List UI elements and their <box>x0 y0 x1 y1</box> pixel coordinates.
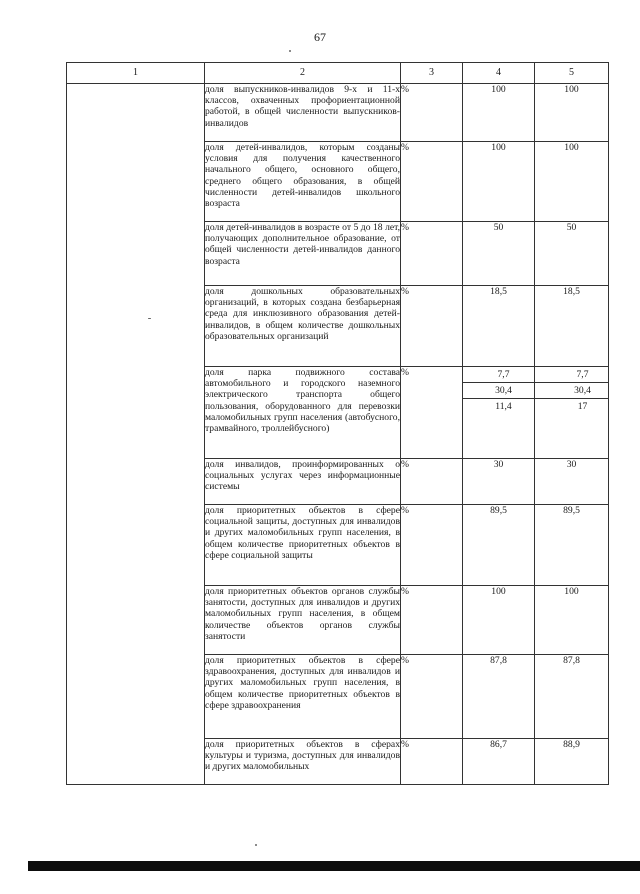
indicator-description: доля инвалидов, проинформированных о социальных услугах через информационные системы <box>205 459 401 505</box>
scan-speck <box>255 844 257 846</box>
indicator-description: доля детей-инвалидов в возрасте от 5 до 18 лет, получающих дополнительное образование, от общей численности детей-инвалидов данного возраста <box>205 222 401 286</box>
indicator-value-col4: 100 <box>463 586 535 655</box>
indicator-value-col5: 87,8 <box>535 655 609 739</box>
indicator-description: доля приоритетных объектов в сфере социальной защиты, доступных для инвалидов и других маломобильных групп населения, в общем количестве приоритетных объектов в сфере социальной защиты <box>205 505 401 586</box>
indicator-unit: % <box>401 739 463 785</box>
indicators-table <box>66 62 609 785</box>
indicator-description: доля парка подвижного состава автомобильного и городского наземного электрического транспорта общего пользования, оборудованного для перевозки маломобильных групп населения (автобусного, трамвайного, троллейбусного) <box>205 367 401 459</box>
indicator-value-col5: 88,9 <box>535 739 609 785</box>
indicator-value-col5: 50 <box>535 222 609 286</box>
indicator-values-col5 <box>535 367 609 459</box>
indicator-unit: % <box>401 142 463 222</box>
indicator-unit: % <box>401 505 463 586</box>
column-header: 1 <box>67 63 205 84</box>
indicator-value-col4: 89,5 <box>463 505 535 586</box>
indicator-value-col4: 11,4 <box>495 401 512 412</box>
column-header: 2 <box>205 63 401 84</box>
table-header-row <box>67 63 609 84</box>
indicator-description: доля дошкольных образовательных организаций, в которых создана безбарьерная среда для инклюзивного образования детей-инвалидов, в общем количестве дошкольных образовательных организаций <box>205 286 401 367</box>
indicator-unit: % <box>401 586 463 655</box>
indicator-values-col4 <box>463 367 535 459</box>
scan-edge-bar <box>28 861 640 871</box>
indicator-value-col5: 30,4 <box>535 383 608 399</box>
column-header: 4 <box>463 63 535 84</box>
indicator-value-col4: 100 <box>463 84 535 142</box>
section-column-cell <box>67 84 205 785</box>
indicator-value-col4: 86,7 <box>463 739 535 785</box>
column-header: 5 <box>535 63 609 84</box>
indicator-unit: % <box>401 222 463 286</box>
scan-speck <box>289 50 291 52</box>
indicator-unit: % <box>401 367 463 459</box>
indicator-value-col4: 50 <box>463 222 535 286</box>
table-row <box>67 84 609 142</box>
indicator-unit: % <box>401 84 463 142</box>
indicator-value-col5: 89,5 <box>535 505 609 586</box>
column-header: 3 <box>401 63 463 84</box>
indicator-unit: % <box>401 459 463 505</box>
page-number: 67 <box>314 30 326 44</box>
indicator-value-col4: 18,5 <box>463 286 535 367</box>
indicator-value-col5: 18,5 <box>535 286 609 367</box>
indicator-unit: % <box>401 286 463 367</box>
indicator-value-col5: 7,7 <box>535 367 608 383</box>
indicator-description: доля приоритетных объектов в сферах культуры и туризма, доступных для инвалидов и других маломобильных <box>205 739 401 785</box>
indicator-value-col5: 100 <box>535 142 609 222</box>
indicator-unit: % <box>401 655 463 739</box>
indicator-description: доля детей-инвалидов, которым созданы условия для получения качественного начального общего, основного общего, среднего общего образования, в общей численности детей-инвалидов школьного возраста <box>205 142 401 222</box>
indicator-value-col4: 87,8 <box>463 655 535 739</box>
indicator-value-col4: 30,4 <box>463 383 534 399</box>
indicator-value-col5: 30 <box>535 459 609 505</box>
indicator-description: доля приоритетных объектов в сфере здравоохранения, доступных для инвалидов и других маломобильных групп населения, в общем количестве приоритетных объектов в сфере здравоохранения <box>205 655 401 739</box>
indicator-description: доля приоритетных объектов органов службы занятости, доступных для инвалидов и других маломобильных групп населения, в общем количестве объектов органов службы занятости <box>205 586 401 655</box>
indicator-value-col5: 17 <box>577 401 588 412</box>
indicator-value-col5: 100 <box>535 84 609 142</box>
indicator-value-col4: 30 <box>463 459 535 505</box>
indicator-value-col5: 100 <box>535 586 609 655</box>
indicator-description: доля выпускников-инвалидов 9-х и 11-х классов, охваченных профориентационной работой, в общей численности выпускников-инвалидов <box>205 84 401 142</box>
indicator-value-col4: 7,7 <box>463 367 534 383</box>
indicator-value-col4: 100 <box>463 142 535 222</box>
